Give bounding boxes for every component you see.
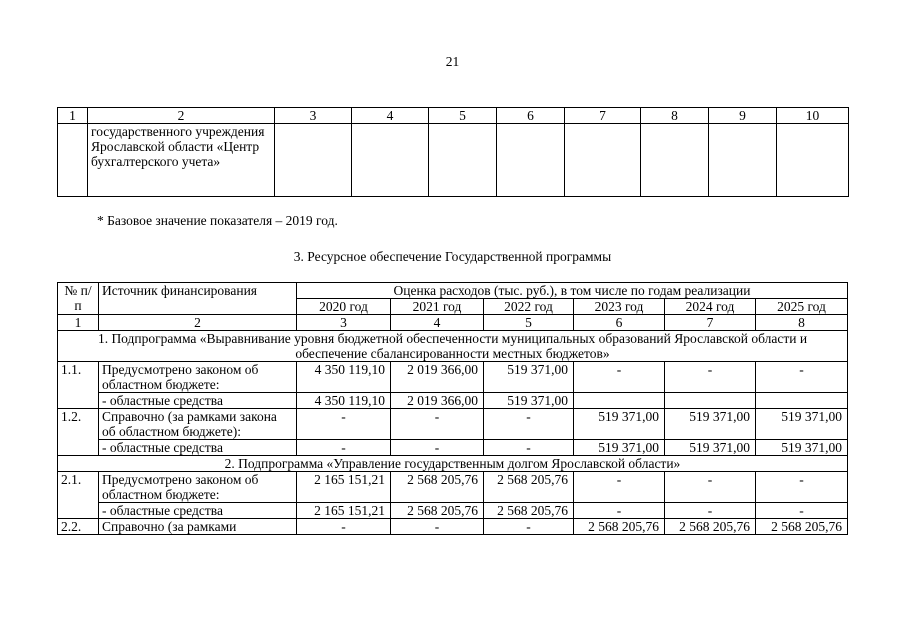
col-header-year: 2025 год	[756, 299, 848, 315]
table-row	[58, 393, 848, 409]
value-cell: 2 568 205,76	[391, 472, 484, 503]
value-cell: -	[665, 362, 756, 393]
table-header-cell: 9	[709, 108, 777, 124]
value-cell: -	[574, 503, 665, 519]
table-row	[58, 503, 848, 519]
value-cell: -	[391, 519, 484, 535]
table-row	[58, 440, 848, 456]
table-header-cell: 6	[497, 108, 565, 124]
value-cell: 519 371,00	[484, 362, 574, 393]
col-header-year: 2020 год	[297, 299, 391, 315]
value-cell: -	[297, 409, 391, 440]
value-cell: -	[391, 409, 484, 440]
row-label: - областные средства	[99, 440, 297, 456]
value-cell: 519 371,00	[756, 440, 848, 456]
value-cell: 2 568 205,76	[391, 503, 484, 519]
value-cell	[574, 393, 665, 409]
footnote: * Базовое значение показателя – 2019 год.	[97, 213, 338, 228]
table-row	[58, 362, 848, 393]
row-number: 2.1.	[58, 472, 99, 519]
table-cell	[352, 124, 429, 197]
page-number: 21	[445, 54, 460, 69]
column-number: 3	[297, 315, 391, 331]
table-cell	[429, 124, 497, 197]
table-header-row	[58, 108, 849, 124]
subprogram-row	[58, 456, 848, 472]
value-cell: -	[484, 519, 574, 535]
value-cell: 2 568 205,76	[756, 519, 848, 535]
table-row	[58, 124, 849, 197]
table-header-cell: 4	[352, 108, 429, 124]
row-label: - областные средства	[99, 393, 297, 409]
row-number: 1.2.	[58, 409, 99, 456]
column-number: 4	[391, 315, 484, 331]
col-header-source: Источник финансирования	[99, 283, 297, 315]
table-row	[58, 409, 848, 440]
row-label: Справочно (за рамками	[99, 519, 297, 535]
table-cell	[58, 124, 88, 197]
col-header-estimate: Оценка расходов (тыс. руб.), в том числе по годам реализации	[297, 283, 848, 299]
subprogram-2-title: 2. Подпрограмма «Управление государственным долгом Ярославской области»	[58, 456, 848, 472]
column-number: 2	[99, 315, 297, 331]
col-header-year: 2021 год	[391, 299, 484, 315]
value-cell: 2 568 205,76	[484, 503, 574, 519]
value-cell	[756, 393, 848, 409]
value-cell: -	[665, 472, 756, 503]
column-number: 5	[484, 315, 574, 331]
value-cell: 519 371,00	[574, 409, 665, 440]
table-cell	[709, 124, 777, 197]
table-cell	[275, 124, 352, 197]
value-cell: -	[484, 440, 574, 456]
value-cell: -	[297, 440, 391, 456]
value-cell: 2 568 205,76	[665, 519, 756, 535]
value-cell: -	[484, 409, 574, 440]
table-row	[58, 519, 848, 535]
value-cell: 2 165 151,21	[297, 472, 391, 503]
table-row	[58, 472, 848, 503]
table-cell	[641, 124, 709, 197]
column-number-row	[58, 315, 848, 331]
col-header-year: 2023 год	[574, 299, 665, 315]
value-cell: -	[574, 362, 665, 393]
table-header-cell: 3	[275, 108, 352, 124]
value-cell: 519 371,00	[484, 393, 574, 409]
value-cell: -	[756, 472, 848, 503]
row-label: Предусмотрено законом об областном бюджете:	[99, 362, 297, 393]
value-cell: -	[665, 503, 756, 519]
value-cell: 2 019 366,00	[391, 362, 484, 393]
row-number: 1.1.	[58, 362, 99, 409]
resource-table	[57, 282, 848, 535]
value-cell: -	[391, 440, 484, 456]
value-cell: 4 350 119,10	[297, 362, 391, 393]
subprogram-row	[58, 331, 848, 362]
value-cell: 4 350 119,10	[297, 393, 391, 409]
value-cell: -	[297, 519, 391, 535]
table-cell	[565, 124, 641, 197]
value-cell: 519 371,00	[665, 440, 756, 456]
col-header-number: № п/п	[58, 283, 99, 315]
value-cell: 519 371,00	[574, 440, 665, 456]
value-cell: -	[756, 362, 848, 393]
subprogram-1-title: 1. Подпрограмма «Выравнивание уровня бюджетной обеспеченности муниципальных образований Ярославской области и обеспечение сбалансированности местных бюджетов»	[58, 331, 848, 362]
value-cell: 2 019 366,00	[391, 393, 484, 409]
row-label: Справочно (за рамками закона об областном бюджете):	[99, 409, 297, 440]
value-cell: 2 568 205,76	[574, 519, 665, 535]
table-header-row	[58, 283, 848, 299]
column-number: 1	[58, 315, 99, 331]
table-header-cell: 7	[565, 108, 641, 124]
row-number: 2.2.	[58, 519, 99, 535]
table-header-cell: 5	[429, 108, 497, 124]
table-header-cell: 8	[641, 108, 709, 124]
table-header-cell: 1	[58, 108, 88, 124]
table-header-cell: 10	[777, 108, 849, 124]
value-cell: 519 371,00	[756, 409, 848, 440]
column-number: 8	[756, 315, 848, 331]
col-header-year: 2024 год	[665, 299, 756, 315]
col-header-year: 2022 год	[484, 299, 574, 315]
value-cell: 2 165 151,21	[297, 503, 391, 519]
table-cell	[777, 124, 849, 197]
value-cell	[665, 393, 756, 409]
column-number: 6	[574, 315, 665, 331]
indicator-table-continuation	[57, 107, 849, 197]
value-cell: -	[756, 503, 848, 519]
table-cell	[497, 124, 565, 197]
table-header-cell: 2	[88, 108, 275, 124]
section-title: 3. Ресурсное обеспечение Государственной программы	[293, 249, 612, 264]
row-label: - областные средства	[99, 503, 297, 519]
value-cell: 519 371,00	[665, 409, 756, 440]
row-label: Предусмотрено законом об областном бюджете:	[99, 472, 297, 503]
column-number: 7	[665, 315, 756, 331]
organization-name-cell: государственного учреждения Ярославской области «Центр бухгалтерского учета»	[88, 124, 275, 197]
value-cell: -	[574, 472, 665, 503]
value-cell: 2 568 205,76	[484, 472, 574, 503]
